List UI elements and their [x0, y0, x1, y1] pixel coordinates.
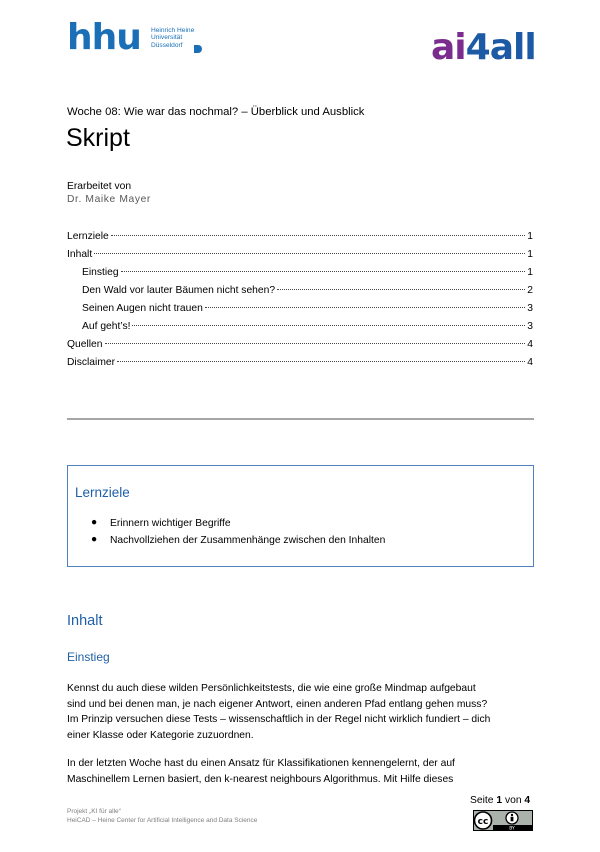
bullet-icon: ●: [91, 517, 98, 528]
content-subheading: Einstieg: [67, 650, 110, 664]
toc-entry-disclaimer[interactable]: [67, 357, 533, 375]
text-line: In der letzten Woche hast du einen Ansatz für Klassifikationen kennengelernt, der auf: [67, 758, 455, 769]
toc-page: 1: [527, 267, 533, 278]
toc-label: Lernziele: [67, 231, 109, 242]
page-mid: von: [502, 795, 525, 806]
page-number: [470, 795, 530, 806]
author-label: Erarbeitet von: [67, 181, 132, 192]
cc-label: cc: [477, 817, 489, 827]
toc-entry-seinen-augen[interactable]: [67, 303, 533, 321]
toc-entry-inhalt[interactable]: [67, 249, 533, 267]
ai4all-logo: [431, 27, 541, 70]
hhu-logo-mark: hhu: [67, 17, 141, 58]
toc-page: 3: [527, 321, 533, 332]
toc-entry-einstieg[interactable]: [67, 267, 533, 285]
toc-label: Seinen Augen nicht trauen: [82, 303, 203, 314]
toc-entry-den-wald[interactable]: [67, 285, 533, 303]
toc-leader: [121, 271, 526, 272]
footer-line: HeiCAD – Heine Center for Artificial Intelligence and Data Science: [67, 816, 258, 824]
goal-text: Nachvollziehen der Zusammenhänge zwischen den Inhalten: [110, 535, 386, 546]
section-divider: [67, 418, 534, 420]
toc-label: Disclaimer: [67, 357, 116, 368]
toc-label: Auf geht’s!: [82, 321, 131, 332]
toc-page: 1: [527, 231, 533, 242]
text-line: Im Prinzip versuchen diese Tests – wissenschaftlich in der Regel nicht wirklich fundiert – dich: [67, 714, 491, 725]
page-prefix: Seite: [470, 795, 497, 806]
ai-logo-part: 4: [465, 27, 490, 68]
page-total: 4: [524, 795, 531, 806]
table-of-contents: [67, 231, 533, 375]
goal-text: Erinnern wichtiger Begriffe: [110, 518, 231, 529]
ai-logo-part: ai: [431, 27, 466, 68]
list-item: [86, 535, 385, 552]
toc-entry-auf-gehts[interactable]: [67, 321, 533, 339]
list-item: [86, 518, 385, 535]
ai4all-logo-text: [431, 27, 536, 68]
hhu-line: Universität: [151, 34, 183, 42]
learning-goals-heading: Lernziele: [75, 485, 130, 500]
page-title: Skript: [66, 124, 130, 152]
hhu-logo: [67, 17, 207, 60]
hhu-line: Heinrich Heine: [151, 27, 195, 34]
toc-label: Einstieg: [82, 267, 119, 278]
author-name: Dr. Maike Mayer: [67, 194, 151, 205]
toc-leader: [132, 325, 525, 326]
footer-line: Projekt „KI für alle“: [67, 808, 121, 815]
by-label: BY: [509, 826, 515, 831]
toc-label: Quellen: [67, 339, 103, 350]
learning-goals-list: [86, 518, 385, 552]
cc-by-license-icon: [473, 810, 533, 831]
toc-leader: [111, 235, 525, 236]
text-line: einer Klasse oder Kategorie zuzuordnen.: [67, 729, 254, 741]
toc-leader: [277, 289, 525, 290]
text-line: sind und bei denen man, je nach eigener Antwort, einen anderen Pfad entlang gehen muss?: [67, 698, 488, 710]
toc-page: 4: [527, 357, 533, 368]
toc-leader: [205, 307, 525, 308]
ai-logo-part: all: [489, 27, 536, 68]
text-line: Maschinellem Lernen basiert, den k-nearest neighbours Algorithmus. Mit Hilfe dieses: [67, 773, 454, 785]
toc-page: 3: [527, 303, 533, 314]
toc-page: 2: [527, 285, 533, 296]
text-line: Kennst du auch diese wilden Persönlichkeitstests, die wie eine große Mindmap aufgebaut: [67, 683, 476, 694]
toc-page: 1: [527, 249, 533, 260]
week-subtitle: Woche 08: Wie war das nochmal? – Überblick und Ausblick: [67, 106, 365, 118]
toc-entry-lernziele[interactable]: [67, 231, 533, 249]
paragraph-intro: [67, 681, 537, 743]
toc-entry-quellen[interactable]: [67, 339, 533, 357]
footer-project: [67, 808, 257, 825]
toc-leader: [105, 343, 526, 344]
paragraph-knn: [67, 756, 537, 787]
toc-leader: [94, 253, 525, 254]
toc-label: Den Wald vor lauter Bäumen nicht sehen?: [82, 285, 276, 296]
hhu-logo-dot-icon: [194, 45, 202, 53]
hhu-logo-text: [151, 27, 194, 49]
bullet-icon: ●: [91, 534, 98, 545]
hhu-line: Düsseldorf: [151, 41, 183, 49]
page-current: 1: [496, 795, 503, 806]
toc-page: 4: [527, 339, 533, 350]
toc-leader: [117, 361, 525, 362]
toc-label: Inhalt: [67, 249, 93, 260]
content-heading: Inhalt: [67, 613, 103, 629]
